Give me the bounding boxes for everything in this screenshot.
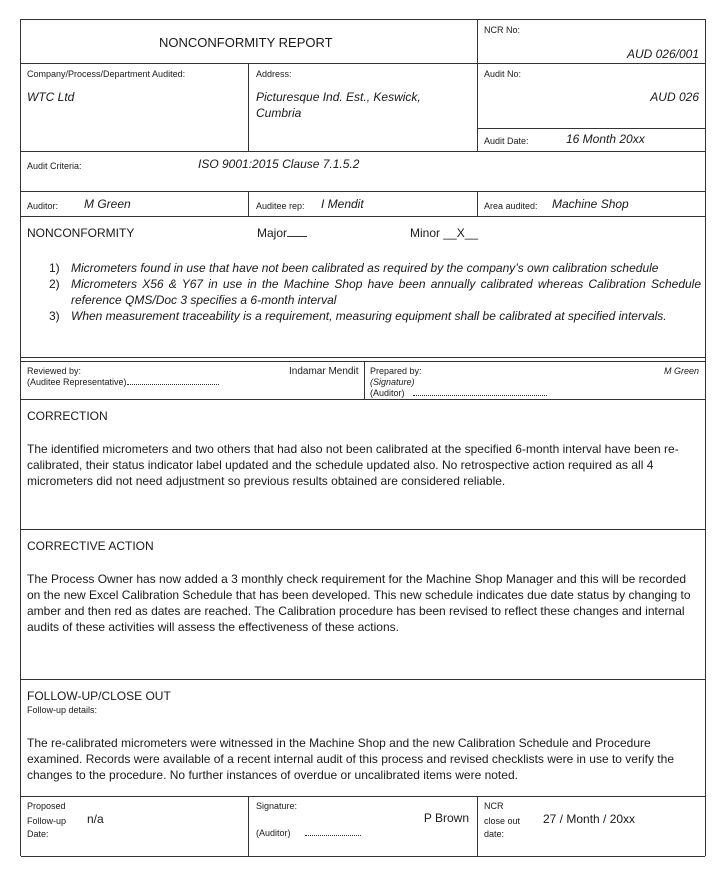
ncr-no-value: AUD 026/001 [626, 47, 699, 61]
ncr-label: NCR [484, 801, 504, 811]
corrective-action-text: The Process Owner has now added a 3 monthly check requirement for the Machine Shop Manager and this will be recorded on the new Excel Calibration Schedule that has been developed. This new schedule indicates due date status by changing to amber and then red as dates are reached. The Calibration procedure has been revised to reflect these changes and internal audits of these activities will assess the effectiveness of these actions. [27, 572, 691, 634]
divider [477, 20, 478, 63]
nonconformity-heading: NONCONFORMITY [27, 226, 135, 240]
close-out-date-value: 27 / Month / 20xx [543, 812, 636, 826]
signature-line [413, 395, 547, 396]
prepared-by-value: M Green [663, 366, 699, 376]
audit-no-label: Audit No: [484, 69, 522, 79]
correction-text: The identified micrometers and two others that had also not been calibrated at the specified 6-month interval have been re-calibrated, their status indicator label updated and the schedule updated also. No retrospective action required as all 4 micrometers did not need adjustment so previous results obtained are considered reliable. [27, 442, 679, 488]
proposed-label: Proposed [27, 801, 66, 811]
auditor-value: M Green [84, 197, 131, 211]
audit-info-row [20, 63, 706, 151]
auditee-representative-label: (Auditee Representative) [27, 377, 127, 387]
divider [364, 362, 365, 399]
list-item [41, 260, 701, 276]
header-row [20, 19, 706, 63]
list-item-text: Micrometers found in use that have not been calibrated as required by the company’s own calibration schedule [71, 261, 659, 275]
close-out-label: close out [484, 816, 521, 826]
closeout-row [20, 796, 706, 856]
divider [21, 357, 705, 358]
divider [248, 192, 249, 216]
list-item [41, 308, 701, 324]
company-value: WTC Ltd [27, 90, 75, 104]
correction-section [20, 399, 706, 529]
corrective-action-section [20, 529, 706, 679]
criteria-row [20, 151, 706, 191]
address-label: Address: [256, 69, 292, 79]
reviewed-by-label: Reviewed by: [27, 366, 82, 376]
follow-up-text: The re-calibrated micrometers were witnessed in the Machine Shop and the new Calibration Schedule and Procedure examined. Records were available of a recent internal audit of this process and revised checklists were in use to verify the changes to the procedure. No further instances of overdue or uncalibrated items were noted. [27, 736, 674, 782]
signature-label: Signature: [256, 801, 298, 811]
list-item-number: 3) [49, 309, 60, 323]
area-audited-label: Area audited: [484, 201, 538, 211]
closeout-auditor-label: (Auditor) [256, 828, 291, 838]
divider [477, 192, 478, 216]
date-label: Date: [27, 829, 49, 839]
auditee-rep-value: I Mendit [321, 197, 364, 211]
list-item [41, 276, 701, 308]
close-out-date-label: date: [484, 829, 505, 839]
follow-up-label: Follow-up [27, 816, 67, 826]
prepared-by-label: Prepared by: [370, 366, 422, 376]
audit-criteria-value: ISO 9001:2015 Clause 7.1.5.2 [198, 157, 360, 171]
list-item-text: Micrometers X56 & Y67 in use in the Machine Shop have been annually calibrated whereas Calibration Schedule reference QMS/Doc 3 specifies a 6-month interval [71, 277, 701, 307]
follow-up-section [20, 679, 706, 796]
address-line2: Cumbria [256, 106, 302, 120]
people-row [20, 191, 706, 216]
prepared-auditor-label: (Auditor) [370, 388, 405, 398]
list-item-number: 2) [49, 277, 60, 291]
area-audited-value: Machine Shop [552, 197, 629, 211]
ncr-no-label: NCR No: [484, 25, 521, 35]
minor-field: Minor __X__ [410, 226, 479, 240]
audit-date-value: 16 Month 20xx [566, 132, 645, 146]
corrective-action-heading: CORRECTIVE ACTION [27, 539, 154, 553]
divider [21, 856, 705, 857]
auditee-rep-label: Auditee rep: [256, 201, 305, 211]
review-row [20, 361, 706, 399]
audit-date-label: Audit Date: [484, 136, 529, 146]
list-item-number: 1) [49, 261, 60, 275]
divider [248, 64, 249, 151]
address-line1: Picturesque Ind. Est., Keswick, [256, 90, 421, 104]
major-field [257, 226, 307, 240]
divider [477, 64, 478, 151]
page-title: NONCONFORMITY REPORT [159, 35, 333, 50]
major-label: Major [257, 226, 288, 240]
nonconformity-report-form [20, 19, 706, 856]
proposed-followup-value: n/a [87, 812, 104, 826]
divider [248, 797, 249, 856]
auditee-representative-field [27, 377, 219, 387]
audit-criteria-label: Audit Criteria: [27, 161, 82, 171]
signature-line [127, 384, 219, 385]
reviewed-by-value: Indamar Mendit [289, 366, 359, 377]
closeout-auditor-field [256, 828, 361, 838]
nonconformity-section [20, 216, 706, 361]
list-item-text: When measurement traceability is a requirement, measuring equipment shall be calibrated at specified intervals. [71, 309, 667, 323]
follow-up-details-label: Follow-up details: [27, 705, 98, 715]
correction-heading: CORRECTION [27, 409, 108, 423]
divider [477, 128, 705, 129]
audit-no-value: AUD 026 [650, 90, 699, 104]
company-label: Company/Process/Department Audited: [27, 69, 186, 79]
follow-up-heading: FOLLOW-UP/CLOSE OUT [27, 689, 171, 703]
major-blank [287, 236, 307, 237]
nonconformity-list [41, 260, 701, 324]
prepared-auditor-field [370, 388, 547, 398]
auditor-label: Auditor: [27, 201, 59, 211]
divider [477, 797, 478, 856]
signature-value: P Brown [423, 811, 469, 825]
signature-line [305, 835, 361, 836]
signature-label: (Signature) [370, 377, 415, 387]
